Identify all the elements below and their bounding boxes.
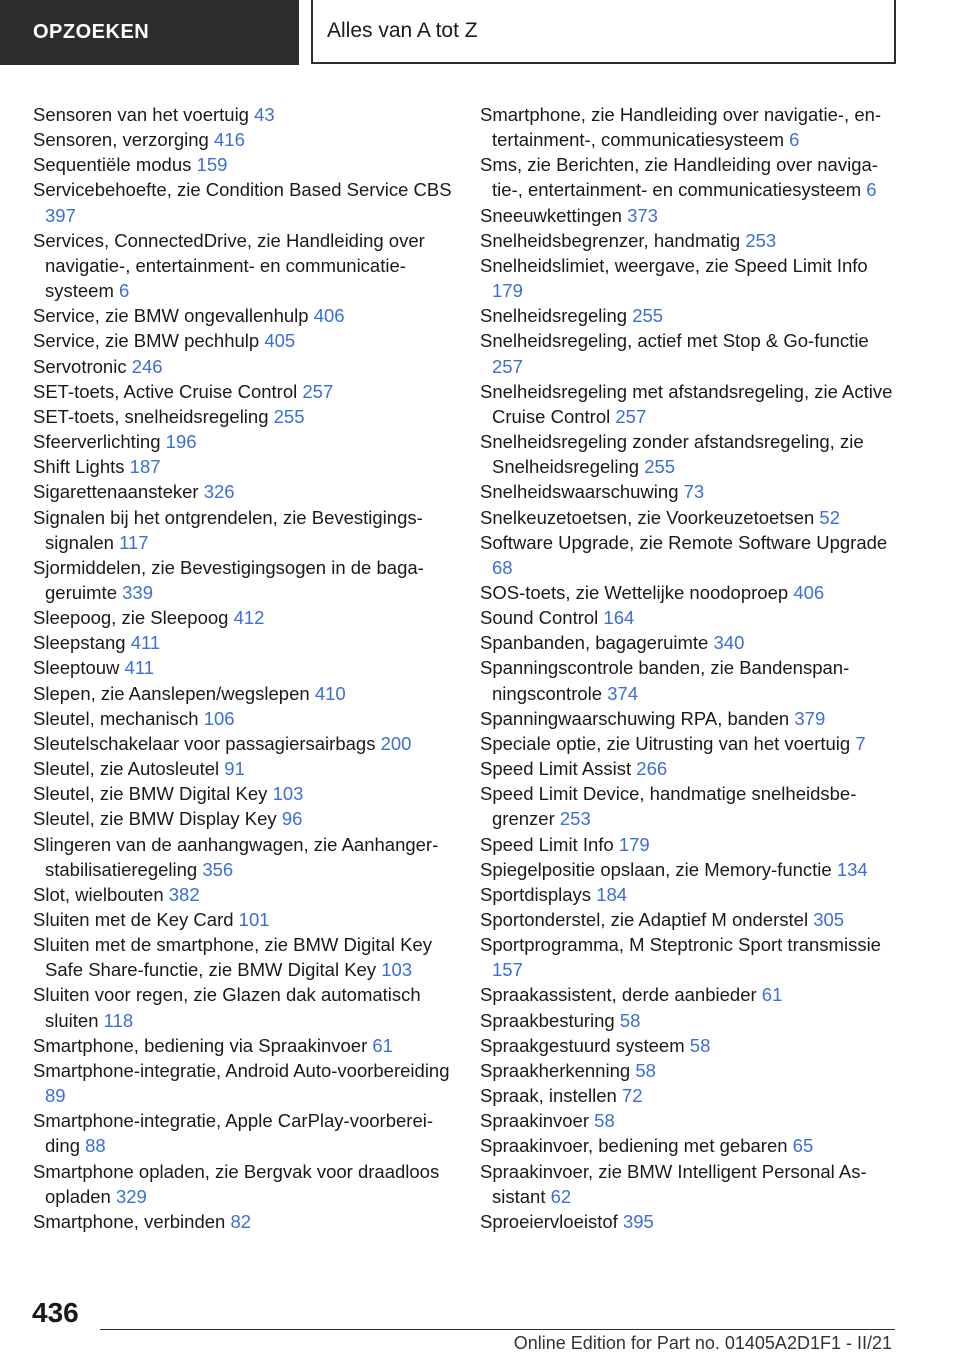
index-term: Spraakinvoer, zie BMW Intelligent Personal Assistant — [480, 1160, 867, 1207]
index-entry — [480, 1159, 900, 1209]
index-entry — [480, 1058, 900, 1083]
index-entry — [33, 479, 453, 504]
index-entry — [33, 454, 453, 479]
index-entry — [480, 1133, 900, 1158]
index-term: Snelheidsregeling — [480, 305, 633, 327]
index-entry — [33, 1209, 453, 1234]
index-entry — [33, 429, 453, 454]
page-reference-link[interactable]: 117 — [119, 531, 149, 553]
index-term: Smartphone-integratie, Apple CarPlay-voorbereiding — [33, 1110, 434, 1157]
index-term: Sensoren van het voertuig — [33, 104, 255, 125]
index-entry — [480, 328, 900, 378]
index-term: Spiegelpositie opslaan, zie Memory-functie — [480, 858, 837, 880]
section-tab: OPZOEKEN — [0, 0, 299, 65]
index-entry — [33, 404, 453, 429]
page-reference-link[interactable]: 118 — [103, 1009, 134, 1031]
index-term: SOS-toets, zie Wettelijke noodoproep — [480, 581, 794, 603]
index-entry — [33, 706, 453, 731]
page-reference-link[interactable]: 58 — [635, 1059, 656, 1081]
index-term: Sluiten voor regen, zie Glazen dak automatisch sluiten — [33, 984, 421, 1031]
index-term: Sleepoog, zie Sleepoog — [33, 607, 234, 629]
index-entry — [33, 605, 453, 630]
index-term: Service, zie BMW ongevallenhulp — [33, 305, 314, 327]
index-term: Smartphone, zie Handleiding over navigatie-, entertainment-, communicatiesysteem — [480, 104, 882, 151]
index-entry — [480, 1083, 900, 1108]
page-reference-link[interactable]: 406 — [313, 305, 345, 327]
page-reference-link[interactable]: 200 — [380, 732, 412, 754]
index-entry — [480, 655, 900, 705]
index-entry — [480, 605, 900, 630]
page-reference-link[interactable]: 89 — [45, 1085, 66, 1107]
page-reference-link[interactable]: 382 — [168, 883, 200, 905]
index-term: Sleutelschakelaar voor passagiersairbags — [33, 732, 381, 754]
page-reference-link[interactable]: 406 — [793, 581, 825, 603]
index-term: Sfeerverlichting — [33, 431, 166, 453]
page-reference-link[interactable]: 43 — [254, 104, 275, 125]
index-entry — [33, 1108, 453, 1158]
index-term: Snelheidsregeling zonder afstandsregeling, zie Snelheidsregeling — [480, 431, 864, 478]
index-entry — [33, 127, 453, 152]
index-entry — [480, 303, 900, 328]
footer-divider — [100, 1329, 895, 1330]
index-term: Servicebehoefte, zie Condition Based Service CBS — [33, 179, 452, 201]
index-entry — [480, 1108, 900, 1133]
index-term: Spanningscontrole banden, zie Bandenspanningscontrole — [480, 657, 850, 704]
index-entry — [480, 1008, 900, 1033]
index-entry — [480, 982, 900, 1007]
index-term: Smartphone, bediening via Spraakinvoer — [33, 1034, 373, 1056]
index-term: Sleutel, zie Autosleutel — [33, 758, 225, 780]
index-term: Sleutel, zie BMW Digital Key — [33, 783, 273, 805]
page-reference-link[interactable]: 410 — [314, 682, 346, 704]
page-reference-link[interactable]: 255 — [632, 305, 664, 327]
page-reference-link[interactable]: 96 — [281, 808, 303, 830]
index-term: Signalen bij het ontgrendelen, zie Bevestigingssignalen — [33, 506, 423, 553]
page-reference-link[interactable]: 196 — [165, 431, 197, 453]
page-reference-link[interactable]: 411 — [124, 657, 155, 679]
page-reference-link[interactable]: 164 — [603, 607, 635, 629]
index-term: Sleepstang — [33, 632, 131, 654]
index-entry — [480, 580, 900, 605]
index-entry — [33, 907, 453, 932]
page-reference-link[interactable]: 88 — [85, 1135, 106, 1157]
index-term: Spraakbesturing — [480, 1009, 620, 1031]
page-reference-link[interactable]: 52 — [819, 506, 840, 528]
page-reference-link[interactable]: 61 — [761, 984, 783, 1006]
page-reference-link[interactable]: 326 — [203, 481, 235, 503]
index-entry — [480, 832, 900, 857]
page-reference-link[interactable]: 255 — [273, 405, 305, 427]
page-reference-link[interactable]: 6 — [866, 179, 877, 201]
index-term: Spanningwaarschuwing RPA, banden — [480, 707, 795, 729]
index-term: Servotronic — [33, 355, 132, 377]
page-reference-link[interactable]: 356 — [202, 858, 234, 880]
page-reference-link[interactable]: 159 — [196, 154, 228, 176]
index-term: Snelheidsregeling met afstandsregeling, zie Active Cruise Control — [480, 380, 893, 427]
page-title: Alles van A tot Z — [311, 0, 896, 64]
index-term: Sensoren, verzorging — [33, 129, 214, 151]
index-entry — [33, 982, 453, 1032]
footer-edition-text: Online Edition for Part no. 01405A2D1F1 - II/21 — [513, 1333, 892, 1353]
index-entry — [480, 102, 900, 152]
page-reference-link[interactable]: 373 — [627, 204, 658, 226]
page-reference-link[interactable]: 61 — [372, 1034, 393, 1056]
index-term: Sleutel, mechanisch — [33, 707, 204, 729]
index-term: Spraak, instellen — [480, 1085, 622, 1107]
page-reference-link[interactable]: 329 — [115, 1185, 147, 1207]
page-reference-link[interactable]: 103 — [272, 783, 304, 805]
index-entry — [33, 555, 453, 605]
index-term: Sleeptouw — [33, 657, 125, 679]
index-term: Snelheidsbegrenzer, handmatig — [480, 229, 746, 251]
index-entry — [33, 1058, 453, 1108]
index-term: Speciale optie, zie Uitrusting van het voertuig — [480, 732, 856, 754]
index-column-right — [480, 102, 900, 1234]
index-entry — [33, 152, 453, 177]
page-reference-link[interactable]: 253 — [745, 229, 777, 251]
page-reference-link[interactable]: 68 — [492, 556, 513, 578]
index-entry — [33, 1159, 453, 1209]
page-reference-link[interactable]: 157 — [492, 959, 523, 981]
page-reference-link[interactable]: 103 — [381, 959, 413, 981]
index-term: Sluiten met de smartphone, zie BMW Digital Key Safe Share-functie, zie BMW Digital Key — [33, 934, 432, 981]
index-term: Service, zie BMW pechhulp — [33, 330, 265, 352]
page-reference-link[interactable]: 134 — [836, 858, 868, 880]
index-entry — [33, 328, 453, 353]
page-reference-link[interactable]: 339 — [122, 581, 153, 603]
page-reference-link[interactable]: 374 — [607, 682, 639, 704]
page-reference-link[interactable]: 255 — [644, 456, 676, 478]
page-reference-link[interactable]: 91 — [224, 758, 245, 780]
index-entry — [480, 379, 900, 429]
index-term: Spraakherkenning — [480, 1059, 636, 1081]
page-reference-link[interactable]: 65 — [792, 1135, 814, 1157]
index-term: SET-toets, snelheidsregeling — [33, 405, 274, 427]
index-entry — [480, 203, 900, 228]
index-term: Slot, wielbouten — [33, 883, 169, 905]
index-entry — [480, 152, 900, 202]
page-reference-link[interactable]: 179 — [492, 280, 523, 302]
index-term: Sequentiële modus — [33, 154, 197, 176]
page-reference-link[interactable]: 72 — [621, 1085, 643, 1107]
page-reference-link[interactable]: 184 — [596, 883, 628, 905]
index-term: Snelheidsregeling, actief met Stop & Go-functie — [480, 330, 869, 352]
page-reference-link[interactable]: 82 — [230, 1210, 252, 1232]
page-reference-link[interactable]: 58 — [594, 1110, 615, 1132]
index-entry — [480, 429, 900, 479]
index-entry — [33, 505, 453, 555]
index-term: Snelkeuzetoetsen, zie Voorkeuzetoetsen — [480, 506, 820, 528]
index-entry — [480, 530, 900, 580]
index-term: Shift Lights — [33, 456, 130, 478]
index-term: Sound Control — [480, 607, 604, 629]
index-entry — [33, 303, 453, 328]
index-entry — [480, 731, 900, 756]
index-entry — [33, 630, 453, 655]
index-term: Sms, zie Berichten, zie Handleiding over navigatie-, entertainment- en communicatiesysteem — [480, 154, 878, 201]
index-term: Speed Limit Device, handmatige snelheidsbegrenzer — [480, 783, 857, 830]
page-reference-link[interactable]: 73 — [683, 481, 705, 503]
index-term: Sportonderstel, zie Adaptief M onderstel — [480, 909, 814, 930]
page-reference-link[interactable]: 187 — [129, 456, 161, 478]
page-reference-link[interactable]: 379 — [794, 707, 826, 729]
page-reference-link[interactable]: 266 — [636, 758, 668, 780]
index-entry — [33, 731, 453, 756]
index-term: Smartphone opladen, zie Bergvak voor draadloos opladen — [33, 1160, 440, 1207]
index-term: Software Upgrade, zie Remote Software Upgrade — [480, 531, 888, 553]
page-reference-link[interactable]: 253 — [559, 808, 591, 830]
index-entry — [33, 681, 453, 706]
page-reference-link[interactable]: 101 — [238, 909, 270, 930]
page-reference-link[interactable]: 6 — [789, 129, 800, 151]
index-term: Sproeiervloeistof — [480, 1210, 623, 1232]
page-reference-link[interactable]: 340 — [713, 632, 745, 654]
index-term: Smartphone, verbinden — [33, 1210, 231, 1232]
index-term: Services, ConnectedDrive, zie Handleiding over navigatie-, entertainment- en communicatiesysteem — [33, 229, 425, 302]
index-term: Snelheidslimiet, weergave, zie Speed Limit Info — [480, 254, 868, 276]
index-term: Spraakassistent, derde aanbieder — [480, 984, 762, 1006]
index-entry — [480, 479, 900, 504]
index-term: Sneeuwkettingen — [480, 204, 628, 226]
page-number: 436 — [32, 1297, 79, 1328]
page-reference-link[interactable]: 397 — [45, 204, 76, 226]
page-reference-link[interactable]: 405 — [264, 330, 296, 352]
index-term: Sportprogramma, M Steptronic Sport transmissie — [480, 934, 881, 956]
index-entry — [33, 832, 453, 882]
index-entry — [33, 932, 453, 982]
index-entry — [480, 756, 900, 781]
index-column-left — [33, 102, 453, 1234]
page-reference-link[interactable]: 305 — [813, 909, 845, 930]
index-entry — [480, 857, 900, 882]
index-entry — [33, 756, 453, 781]
index-entry — [480, 882, 900, 907]
page-reference-link[interactable]: 106 — [203, 707, 235, 729]
index-term: Spraakinvoer, bediening met gebaren — [480, 1135, 793, 1157]
page-reference-link[interactable]: 246 — [131, 355, 163, 377]
index-entry — [480, 907, 900, 932]
index-entry — [33, 177, 453, 227]
page-reference-link[interactable]: 257 — [615, 405, 647, 427]
page-reference-link[interactable]: 257 — [492, 355, 523, 377]
index-entry — [33, 806, 453, 831]
page-reference-link[interactable]: 412 — [233, 607, 265, 629]
index-entry — [480, 630, 900, 655]
index-term: Smartphone-integratie, Android Auto-voorbereiding — [33, 1059, 450, 1081]
page-reference-link[interactable]: 179 — [618, 833, 650, 855]
page-reference-link[interactable]: 58 — [689, 1034, 711, 1056]
page-reference-link[interactable]: 416 — [214, 129, 245, 151]
index-entry — [33, 655, 453, 680]
index-entry — [33, 781, 453, 806]
index-term: Sluiten met de Key Card — [33, 909, 239, 930]
page-reference-link[interactable]: 58 — [619, 1009, 641, 1031]
index-entry — [33, 354, 453, 379]
page-reference-link[interactable]: 411 — [130, 632, 161, 654]
page-reference-link[interactable]: 257 — [302, 380, 334, 402]
index-entry — [33, 228, 453, 303]
index-entry — [480, 505, 900, 530]
index-term: Sigarettenaansteker — [33, 481, 204, 503]
index-entry — [480, 228, 900, 253]
index-entry — [33, 1033, 453, 1058]
index-entry — [480, 253, 900, 303]
page-reference-link[interactable]: 6 — [119, 280, 130, 302]
index-entry — [33, 102, 453, 127]
page-reference-link[interactable]: 395 — [622, 1210, 654, 1232]
index-term: Speed Limit Info — [480, 833, 619, 855]
index-entry — [480, 1209, 900, 1234]
page-reference-link[interactable]: 7 — [855, 732, 866, 754]
index-term: SET-toets, Active Cruise Control — [33, 380, 303, 402]
index-term: Slingeren van de aanhangwagen, zie Aanhangerstabilisatieregeling — [33, 833, 439, 880]
index-term: Sjormiddelen, zie Bevestigingsogen in de bagageruimte — [33, 556, 424, 603]
index-term: Spraakgestuurd systeem — [480, 1034, 690, 1056]
index-entry — [480, 706, 900, 731]
index-term: Spanbanden, bagageruimte — [480, 632, 714, 654]
index-term: Sleutel, zie BMW Display Key — [33, 808, 282, 830]
index-entry — [480, 781, 900, 831]
index-entry — [480, 1033, 900, 1058]
index-term: Speed Limit Assist — [480, 758, 637, 780]
index-entry — [33, 379, 453, 404]
index-term: Slepen, zie Aanslepen/wegslepen — [33, 682, 315, 704]
page-reference-link[interactable]: 62 — [550, 1185, 572, 1207]
index-entry — [480, 932, 900, 982]
index-term: Spraakinvoer — [480, 1110, 595, 1132]
index-term: Snelheidswaarschuwing — [480, 481, 684, 503]
index-term: Sportdisplays — [480, 883, 597, 905]
index-entry — [33, 882, 453, 907]
